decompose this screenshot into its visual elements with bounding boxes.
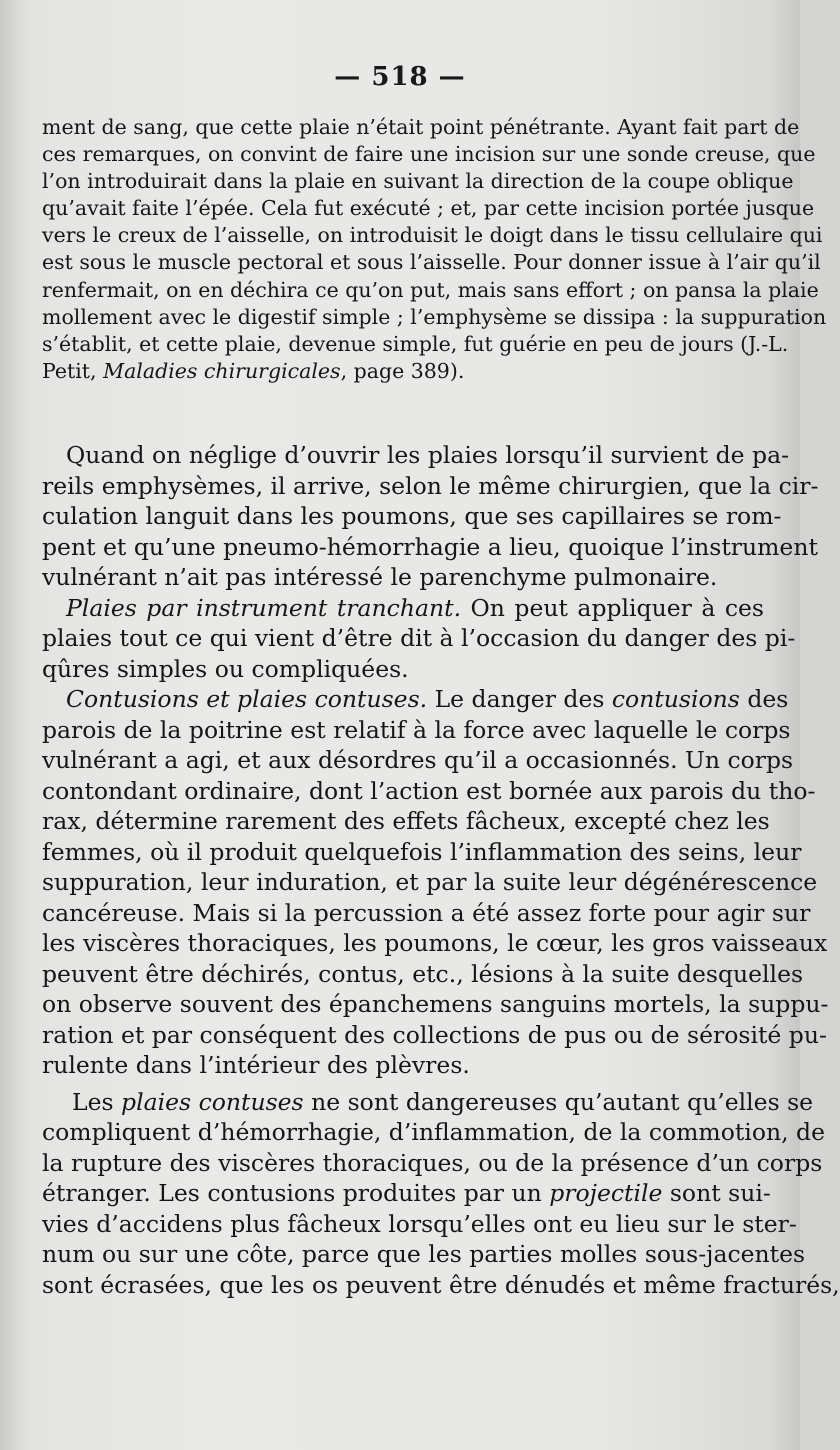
text-line: cancéreuse. Mais si la percussion a été assez forte pour agir sur [42,898,811,927]
text-line: parois de la poitrine est relatif à la force avec laquelle le corps [42,715,791,744]
text-line [42,593,764,624]
text-line [42,1087,814,1118]
section-heading: Contusions et plaies contuses. [66,685,428,713]
text-line [42,684,789,715]
text-line: culation languit dans les poumons, que ses capillaires se rom- [42,502,782,530]
text-span: ne sont dangereuses qu’autant qu’elles se [303,1087,814,1116]
page-number: — 518 — [334,62,466,92]
italic-term: plaies contuses [121,1087,304,1116]
text-line: pent et qu’une pneumo-hémorrhagie a lieu, quoique l’instrument [42,532,818,561]
text-line: qu’avait faite l’épée. Cela fut exécuté ; et, par cette incision portée jusque [42,196,815,221]
text-line: vies d’accidens plus fâcheux lorsqu’elles ont eu lieu sur le ster- [42,1209,797,1238]
text-line: sont écrasées, que les os peuvent être dénudés et même fracturés, [42,1270,840,1299]
book-title: Maladies chirurgicales [103,358,341,383]
text-line: peuvent être déchirés, contus, etc., lésions à la suite desquelles [42,959,804,988]
main-text [42,440,840,1300]
text-line: renfermait, on en déchira ce qu’on put, mais sans effort ; on pansa la plaie [42,277,819,302]
text-line [42,1178,771,1209]
text-line: l’on introduirait dans la plaie en suivant la direction de la coupe oblique [42,169,794,194]
text-line: vulnérant n’ait pas intéressé le parenchyme pulmonaire. [42,563,718,591]
text-span: Petit, [42,358,104,383]
text-line: vers le creux de l’aisselle, on introduisit le doigt dans le tissu cellulaire qui [42,223,823,248]
text-line: les viscères thoraciques, les poumons, le cœur, les gros vaisseaux [42,929,828,957]
text-line: femmes, où il produit quelquefois l’inflammation des seins, leur [42,837,802,866]
text-line: plaies tout ce qui vient d’être dit à l’occasion du danger des pi- [42,624,796,652]
text-line: ces remarques, on convint de faire une incision sur une sonde creuse, que [42,142,816,167]
italic-term: projectile [549,1179,663,1207]
text-line: est sous le muscle pectoral et sous l’aisselle. Pour donner issue à l’air qu’il [42,250,821,275]
text-span: étranger. Les contusions produites par un [42,1179,550,1207]
section-heading: Plaies par instrument tranchant. [66,593,462,622]
text-line: mollement avec le digestif simple ; l’emphysème se dissipa : la suppuration [42,304,827,329]
text-line: ration et par conséquent des collections de pus ou de sérosité pu- [42,1020,827,1049]
text-line: rulente dans l’intérieur des plèvres. [42,1051,470,1079]
text-line: suppuration, leur induration, et par la suite leur dégénérescence [42,868,818,896]
text-line: rax, détermine rarement des effets fâcheux, excepté chez les [42,807,770,835]
text-span: , page 389). [340,358,465,383]
text-span: des [739,685,789,713]
text-line: ment de sang, que cette plaie n’était point pénétrante. Ayant fait part de [42,115,800,139]
text-line: reils emphysèmes, il arrive, selon le même chirurgien, que la cir- [42,471,819,500]
text-line [42,358,764,385]
text-line: Quand on néglige d’ouvrir les plaies lorsqu’il survient de pa- [66,441,790,469]
text-line: s’établit, et cette plaie, devenue simple, fut guérie en peu de jours (J.-L. [42,331,789,356]
text-line: num ou sur une côte, parce que les parties molles sous-jacentes [42,1240,806,1268]
text-line: contondant ordinaire, dont l’action est bornée aux parois du tho- [42,776,816,805]
text-span: On peut appliquer à ces [461,593,764,622]
quoted-paragraph [42,114,827,385]
text-span: Les [72,1087,122,1116]
text-span: sont sui- [662,1179,771,1207]
text-line: on observe souvent des épanchemens sanguins mortels, la suppu- [42,990,829,1018]
text-span: Le danger des [427,685,612,713]
text-line: qûres simples ou compliquées. [42,654,409,683]
italic-term: contusions [611,685,740,713]
text-line: compliquent d’hémorrhagie, d’inflammation, de la commotion, de [42,1118,825,1146]
text-line: vulnérant a agi, et aux désordres qu’il a occasionnés. Un corps [42,746,794,774]
text-line: la rupture des viscères thoraciques, ou de la présence d’un corps [42,1148,823,1177]
